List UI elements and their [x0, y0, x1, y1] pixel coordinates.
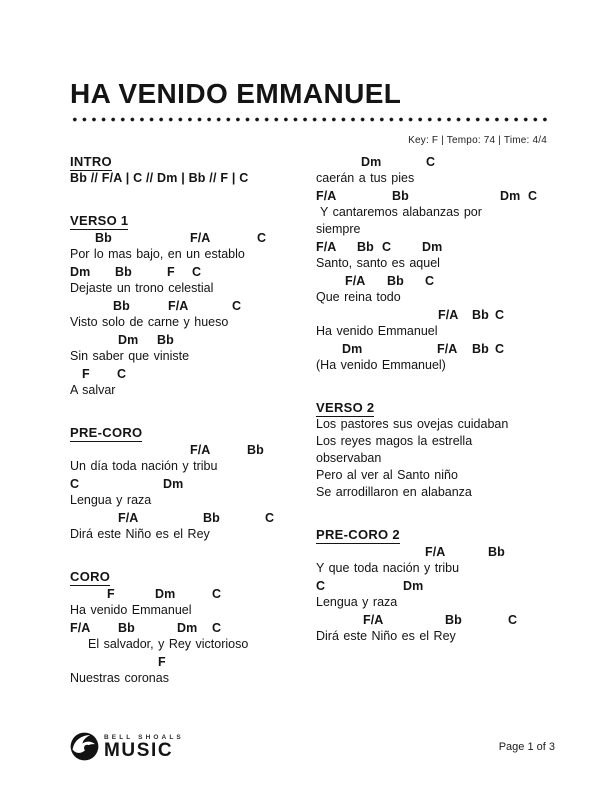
chord: F/A — [118, 511, 139, 525]
chord-line — [70, 653, 316, 670]
chord: F/A — [70, 621, 91, 635]
page-footer — [70, 732, 555, 761]
lyric-line: Los reyes magos la estrella — [316, 434, 473, 448]
chord-chart-page — [70, 80, 547, 687]
lyric-line: Ha venido Emmanuel — [70, 603, 192, 617]
chord: F/A — [190, 231, 211, 245]
chord-line — [70, 441, 316, 458]
dotted-divider — [70, 117, 547, 122]
lyric-line: Se arrodillaron en alabanza — [316, 485, 472, 499]
chord: C — [232, 299, 242, 313]
chord-progression-line: Bb // F/A | C // Dm | Bb // F | C — [70, 171, 249, 185]
chord: Bb — [118, 621, 135, 635]
chord: Dm — [422, 240, 443, 254]
chord: Bb — [472, 308, 489, 322]
lyric-line: Pero al ver al Santo niño — [316, 468, 458, 482]
section-heading-text: PRE-CORO 2 — [316, 527, 400, 542]
chord: F/A — [425, 545, 446, 559]
chord-line — [70, 297, 316, 314]
chord-line — [70, 365, 316, 382]
section-heading-text: PRE-CORO — [70, 425, 143, 440]
chord: C — [257, 231, 267, 245]
chord: Dm — [155, 587, 176, 601]
chord: C — [316, 579, 326, 593]
chord: F/A — [190, 443, 211, 457]
chord: F/A — [438, 308, 459, 322]
column-left — [70, 153, 316, 687]
lyric-line: Santo, santo es aquel — [316, 256, 440, 270]
chord: C — [495, 308, 505, 322]
chord: F/A — [316, 240, 337, 254]
section-heading — [316, 399, 547, 416]
chord-line — [70, 331, 316, 348]
lyric-line: Lengua y raza — [70, 493, 152, 507]
song-section — [70, 568, 316, 687]
lyric-line: Dirá este Niño es el Rey — [316, 629, 456, 643]
chord-line — [316, 306, 547, 323]
lyric-line: (Ha venido Emmanuel) — [316, 358, 446, 372]
song-section — [70, 212, 316, 399]
chord-line — [316, 153, 547, 170]
chord: C — [265, 511, 275, 525]
chord: F — [82, 367, 90, 381]
section-heading-text: VERSO 1 — [70, 213, 129, 228]
chord-line — [316, 611, 547, 628]
lyric-line: El salvador, y Rey victorioso — [88, 637, 249, 651]
publisher-logo — [70, 732, 184, 761]
column-right — [316, 153, 547, 645]
chord-line — [316, 272, 547, 289]
song-section — [316, 526, 547, 645]
lyric-line: Dirá este Niño es el Rey — [70, 527, 210, 541]
chord: Bb — [445, 613, 462, 627]
publisher-logo-text — [104, 734, 184, 760]
chord-line — [70, 229, 316, 246]
chord: F/A — [363, 613, 384, 627]
chord-line — [316, 577, 547, 594]
chord: Bb — [157, 333, 174, 347]
section-heading — [70, 212, 316, 229]
chord: C — [212, 621, 222, 635]
lyric-line: Un día toda nación y tribu — [70, 459, 218, 473]
song-section — [70, 153, 316, 187]
chord: Bb — [472, 342, 489, 356]
chord-line — [316, 238, 547, 255]
chord: C — [426, 155, 436, 169]
chord: F/A — [168, 299, 189, 313]
chord: Dm — [118, 333, 139, 347]
lyric-line: Lengua y raza — [316, 595, 398, 609]
section-heading — [316, 526, 547, 543]
section-heading — [70, 568, 316, 585]
chord: C — [70, 477, 80, 491]
chord: Dm — [342, 342, 363, 356]
chord-line — [70, 619, 316, 636]
song-section — [70, 424, 316, 543]
chord: F/A — [345, 274, 366, 288]
section-heading — [70, 424, 316, 441]
chord-line — [70, 263, 316, 280]
song-section — [316, 153, 547, 374]
chord: C — [382, 240, 392, 254]
lyric-line: caerán a tus pies — [316, 171, 415, 185]
wave-logo-icon — [70, 732, 99, 761]
chord: F/A — [437, 342, 458, 356]
chord: F — [167, 265, 175, 279]
chord: C — [508, 613, 518, 627]
song-title: HA VENIDO EMMANUEL — [70, 78, 402, 109]
chord: C — [117, 367, 127, 381]
page-number-label: Page 1 of 3 — [498, 740, 555, 753]
lyric-line: Los pastores sus ovejas cuidaban — [316, 417, 509, 431]
chord-line — [316, 543, 547, 560]
chord: C — [528, 189, 538, 203]
lyric-line: Por lo mas bajo, en un establo — [70, 247, 245, 261]
chord: Bb — [357, 240, 374, 254]
chord: Dm — [361, 155, 382, 169]
chord: F — [158, 655, 166, 669]
chord: Dm — [177, 621, 198, 635]
chord: Dm — [163, 477, 184, 491]
chord: Bb — [247, 443, 264, 457]
chord: Bb — [115, 265, 132, 279]
chord: Bb — [113, 299, 130, 313]
chord-line — [70, 475, 316, 492]
lyric-line: observaban — [316, 451, 382, 465]
chord: Dm — [403, 579, 424, 593]
lyric-line: siempre — [316, 222, 361, 236]
chord: Dm — [500, 189, 521, 203]
lyric-line: Visto solo de carne y hueso — [70, 315, 229, 329]
publisher-name-large: MUSIC — [104, 739, 174, 761]
chord: Bb — [203, 511, 220, 525]
chord-line — [70, 509, 316, 526]
lyric-line: A salvar — [70, 383, 116, 397]
song-section — [316, 399, 547, 501]
chord: Bb — [387, 274, 404, 288]
chord-line — [316, 187, 547, 204]
lyric-line: Que reina todo — [316, 290, 401, 304]
chord: C — [212, 587, 222, 601]
chord: Dm — [70, 265, 91, 279]
lyric-line: Y que toda nación y tribu — [316, 561, 460, 575]
song-meta: Key: F | Tempo: 74 | Time: 4/4 — [408, 135, 547, 146]
chord-line — [70, 585, 316, 602]
lyric-line: Ha venido Emmanuel — [316, 324, 438, 338]
section-heading-text: INTRO — [70, 154, 112, 169]
publisher-name-small: BELL SHOALS — [104, 733, 184, 741]
chord: Bb — [488, 545, 505, 559]
lyrics-columns — [70, 153, 547, 687]
lyric-line: Sin saber que viniste — [70, 349, 190, 363]
section-heading-text: CORO — [70, 569, 111, 584]
section-heading — [70, 153, 316, 170]
chord-line — [316, 340, 547, 357]
chord: C — [425, 274, 435, 288]
chord: C — [192, 265, 202, 279]
lyric-line: Nuestras coronas — [70, 671, 169, 685]
chord: F — [107, 587, 115, 601]
chord: Bb — [392, 189, 409, 203]
chord: C — [495, 342, 505, 356]
lyric-line: Dejaste un trono celestial — [70, 281, 214, 295]
lyric-line: Y cantaremos alabanzas por — [320, 205, 482, 219]
chord: F/A — [316, 189, 337, 203]
chord: Bb — [95, 231, 112, 245]
section-heading-text: VERSO 2 — [316, 400, 375, 415]
